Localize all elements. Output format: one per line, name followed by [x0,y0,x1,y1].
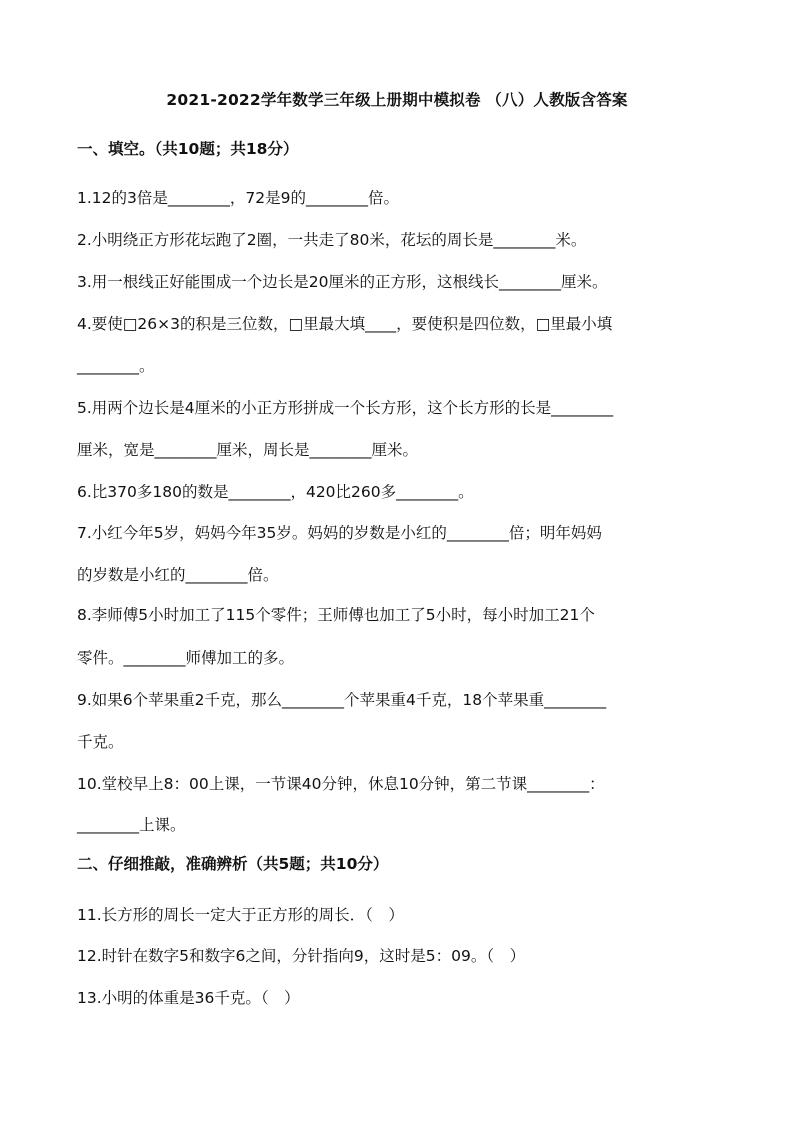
question-5-line-2: 厘米，宽是________厘米，周长是________厘米。 [77,441,419,459]
question-3: 3.用一根线正好能围成一个边长是20厘米的正方形，这根线长________厘米。 [77,273,608,291]
question-13: 13.小明的体重是36千克。（ ） [77,989,300,1007]
question-6: 6.比370多180的数是________，420比260多________。 [77,483,474,501]
question-12: 12.时针在数字5和数字6之间，分针指向9，这时是5：09。（ ） [77,947,526,965]
question-10-line-1: 10.堂校早上8：00上课，一节课40分钟，休息10分钟，第二节课________： [77,775,605,793]
question-8-line-2: 零件。________师傅加工的多。 [77,649,295,667]
question-2: 2.小明绕正方形花坛跑了2圈，一共走了80米，花坛的周长是________米。 [77,231,587,249]
question-9-line-2: 千克。 [77,733,124,751]
question-7-line-1: 7.小红今年5岁，妈妈今年35岁。妈妈的岁数是小红的________倍；明年妈妈 [77,524,602,542]
question-4-line-1: 4.要使□26×3的积是三位数，□里最大填____，要使积是四位数，□里最小填 [77,315,613,333]
question-8-line-1: 8.李师傅5小时加工了115个零件；王师傅也加工了5小时，每小时加工21个 [77,606,595,624]
page-title: 2021-2022学年数学三年级上册期中模拟卷 （八）人教版含答案 [166,91,628,109]
question-9-line-1: 9.如果6个苹果重2千克，那么________个苹果重4千克，18个苹果重________ [77,691,607,709]
question-10-line-2: ________上课。 [77,816,186,834]
section-heading-true-false: 二、仔细推敲，准确辨析（共5题；共10分） [77,855,389,873]
question-1: 1.12的3倍是________，72是9的________倍。 [77,189,399,207]
question-4-line-2: ________。 [77,357,155,375]
question-5-line-1: 5.用两个边长是4厘米的小正方形拼成一个长方形，这个长方形的长是________ [77,399,614,417]
section-heading-fill-in: 一、填空。（共10题；共18分） [77,140,299,158]
question-7-line-2: 的岁数是小红的________倍。 [77,566,279,584]
question-11: 11.长方形的周长一定大于正方形的周长．（ ） [77,906,404,924]
